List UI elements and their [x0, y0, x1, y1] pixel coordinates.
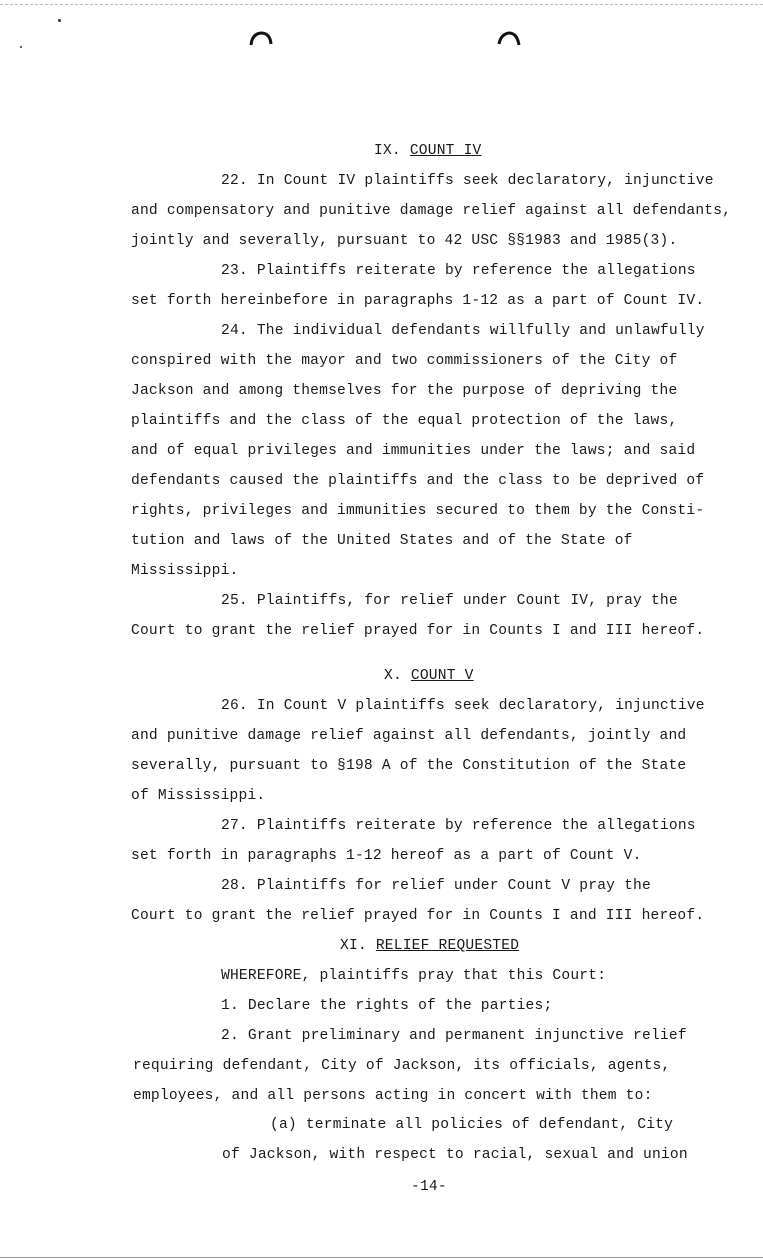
page-top-edge: [0, 4, 763, 5]
staple-mark-right-icon: [496, 30, 522, 48]
section-heading: [374, 142, 482, 160]
paragraph-first-line: 27. Plaintiffs reiterate by reference the allegations: [221, 818, 696, 834]
paragraph-line: tution and laws of the United States and of the State of: [131, 533, 633, 549]
paragraph-first-line: 2. Grant preliminary and permanent injunctive relief: [221, 1028, 687, 1044]
paragraph-line: set forth in paragraphs 1-12 hereof as a part of Count V.: [131, 848, 642, 864]
scan-speck: [20, 46, 22, 48]
section-heading: [384, 667, 474, 685]
paragraph-first-line: WHEREFORE, plaintiffs pray that this Court:: [221, 968, 607, 984]
paragraph-line: defendants caused the plaintiffs and the class to be deprived of: [131, 473, 705, 489]
paragraph-line: Court to grant the relief prayed for in Counts I and III hereof.: [131, 908, 705, 924]
section-title: RELIEF REQUESTED: [375, 938, 520, 954]
section-heading: [340, 937, 519, 955]
paragraph-first-line: 28. Plaintiffs for relief under Count V pray the: [221, 878, 651, 894]
section-title: COUNT V: [410, 668, 474, 684]
paragraph-line: of Jackson, with respect to racial, sexual and union: [222, 1147, 688, 1163]
staple-mark-left-icon: [248, 30, 274, 48]
paragraph-first-line: 25. Plaintiffs, for relief under Count IV, pray the: [221, 593, 678, 609]
paragraph-line: and punitive damage relief against all defendants, jointly and: [131, 728, 687, 744]
paragraph-first-line: 24. The individual defendants willfully and unlawfully: [221, 323, 705, 339]
paragraph-line: severally, pursuant to §198 A of the Constitution of the State: [131, 758, 687, 774]
section-number: IX.: [374, 143, 401, 159]
paragraph-line: rights, privileges and immunities secured to them by the Consti-: [131, 503, 705, 519]
scan-speck: [58, 19, 61, 22]
section-number: XI.: [340, 938, 367, 954]
paragraph-first-line: (a) terminate all policies of defendant, City: [270, 1117, 674, 1133]
page-bottom-edge: [0, 1257, 763, 1258]
paragraph-first-line: 23. Plaintiffs reiterate by reference the allegations: [221, 263, 696, 279]
paragraph-line: set forth hereinbefore in paragraphs 1-12 as a part of Count IV.: [131, 293, 705, 309]
paragraph-first-line: 26. In Count V plaintiffs seek declaratory, injunctive: [221, 698, 705, 714]
paragraph-line: Court to grant the relief prayed for in Counts I and III hereof.: [131, 623, 705, 639]
paragraph-line: Mississippi.: [131, 563, 239, 579]
paragraph-line: plaintiffs and the class of the equal protection of the laws,: [131, 413, 678, 429]
paragraph-first-line: 1. Declare the rights of the parties;: [221, 998, 553, 1014]
paragraph-line: employees, and all persons acting in concert with them to:: [133, 1088, 653, 1104]
page-number: -14-: [411, 1179, 447, 1195]
paragraph-line: requiring defendant, City of Jackson, its officials, agents,: [133, 1058, 671, 1074]
section-number: X.: [384, 668, 402, 684]
paragraph-line: conspired with the mayor and two commissioners of the City of: [131, 353, 678, 369]
paragraph-line: and compensatory and punitive damage relief against all defendants,: [131, 203, 732, 219]
paragraph-first-line: 22. In Count IV plaintiffs seek declaratory, injunctive: [221, 173, 714, 189]
paragraph-line: of Mississippi.: [131, 788, 266, 804]
section-title: COUNT IV: [409, 143, 482, 159]
paragraph-line: and of equal privileges and immunities under the laws; and said: [131, 443, 696, 459]
paragraph-line: jointly and severally, pursuant to 42 USC §§1983 and 1985(3).: [131, 233, 678, 249]
paragraph-line: Jackson and among themselves for the purpose of depriving the: [131, 383, 678, 399]
